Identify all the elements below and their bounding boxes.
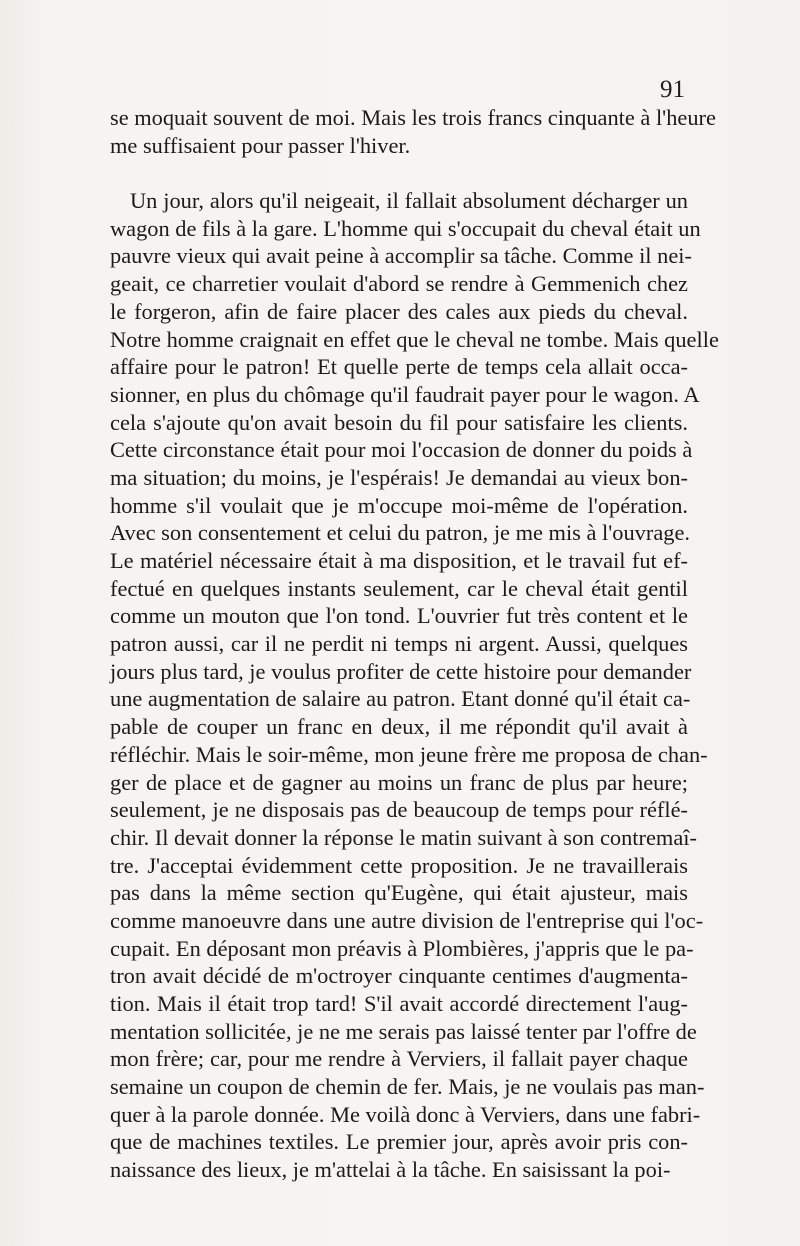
text-line: se moquait souvent de moi. Mais les trois francs cinquante à l'heure: [110, 105, 716, 130]
text-line: pable de couper un franc en deux, il me répondit qu'il avait à: [110, 714, 688, 740]
text-line: quer à la parole donnée. Me voilà donc à Verviers, dans une fabri-: [110, 1101, 701, 1127]
text-line: cupait. En déposant mon préavis à Plombières, j'appris que le pa-: [110, 935, 694, 961]
text-line: Notre homme craignait en effet que le cheval ne tombe. Mais quelle: [110, 326, 719, 352]
text-line: patron aussi, car il ne perdit ni temps ni argent. Aussi, quelques: [110, 631, 688, 657]
text-line: ma situation; du moins, je l'espérais! Je demandai au vieux bon-: [110, 464, 688, 490]
text-line: naissance des lieux, je m'attelai à la tâche. En saisissant la poi-: [110, 1157, 671, 1183]
text-line: que de machines textiles. Le premier jour, après avoir pris con-: [110, 1129, 688, 1155]
paragraph-gap: [110, 159, 688, 187]
text-line: mentation sollicitée, je ne me serais pas laissé tenter par l'offre de: [110, 1018, 697, 1044]
text-line: fectué en quelques instants seulement, car le cheval était gentil: [110, 575, 688, 601]
text-line: wagon de fils à la gare. L'homme qui s'occupait du cheval était un: [110, 215, 701, 241]
text-line: réfléchir. Mais le soir-même, mon jeune frère me proposa de chan-: [110, 741, 708, 767]
text-line: chir. Il devait donner la réponse le matin suivant à son contremaî-: [110, 824, 697, 850]
text-line: pas dans la même section qu'Eugène, qui était ajusteur, mais: [110, 880, 688, 906]
text-line: mon frère; car, pour me rendre à Verviers, il fallait payer chaque: [110, 1046, 688, 1072]
text-line: tron avait décidé de m'octroyer cinquante centimes d'augmenta-: [110, 963, 688, 989]
text-line: pauvre vieux qui avait peine à accomplir sa tâche. Comme il nei-: [110, 243, 692, 269]
text-line: me suffisaient pour passer l'hiver.: [110, 132, 411, 158]
text-line: Avec son consentement et celui du patron, je me mis à l'ouvrage.: [110, 520, 690, 546]
text-line: Le matériel nécessaire était à ma disposition, et le travail fut ef-: [110, 548, 688, 573]
text-line: ger de place et de gagner au moins un franc de plus par heure;: [110, 769, 688, 795]
text-line: geait, ce charretier voulait d'abord se rendre à Gemmenich chez: [110, 271, 688, 297]
text-line: jours plus tard, je voulus profiter de cette histoire pour demander: [110, 658, 692, 684]
text-line: une augmentation de salaire au patron. Etant donné qu'il était ca-: [110, 686, 691, 712]
text-line: cela s'ajoute qu'on avait besoin du fil pour satisfaire les clients.: [110, 409, 688, 435]
text-line: affaire pour le patron! Et quelle perte de temps cela allait occa-: [110, 354, 688, 380]
text-line: le forgeron, afin de faire placer des cales aux pieds du cheval.: [110, 298, 688, 324]
text-line: Cette circonstance était pour moi l'occasion de donner du poids à: [110, 437, 693, 463]
page-number: 91: [660, 76, 685, 103]
text-line: semaine un coupon de chemin de fer. Mais, je ne voulais pas man-: [110, 1074, 705, 1100]
text-line: sionner, en plus du chômage qu'il faudrait payer pour le wagon. A: [110, 381, 700, 407]
text-line: tre. J'acceptai évidemment cette proposition. Je ne travaillerais: [110, 852, 688, 878]
text-line: seulement, je ne disposais pas de beaucoup de temps pour réflé-: [110, 797, 688, 823]
text-line: homme s'il voulait que je m'occupe moi-même de l'opération.: [110, 492, 688, 518]
text-line: Un jour, alors qu'il neigeait, il fallait absolument décharger un: [130, 188, 688, 214]
text-line: tion. Mais il était trop tard! S'il avait accordé directement l'aug-: [110, 991, 688, 1016]
text-line: comme manoeuvre dans une autre division de l'entreprise qui l'oc-: [110, 907, 704, 933]
body-text: [110, 104, 719, 1184]
text-line: comme un mouton que l'on tond. L'ouvrier fut très content et le: [110, 603, 688, 629]
